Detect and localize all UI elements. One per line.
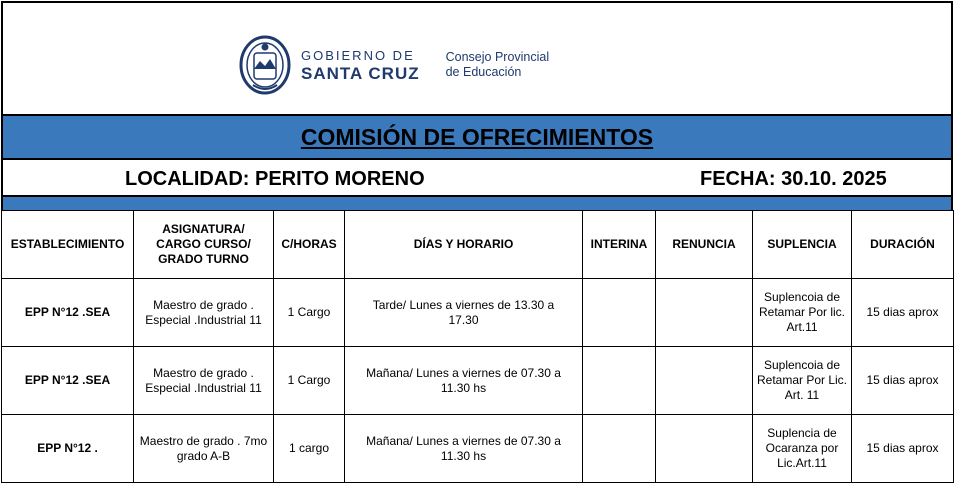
col-header-renuncia: RENUNCIA <box>656 211 753 279</box>
cell-horas: 1 Cargo <box>274 279 345 347</box>
suplencia-line2: Ocaranza por <box>765 441 839 455</box>
col-header-horas: C/HORAS <box>274 211 345 279</box>
cell-suplencia <box>753 279 852 347</box>
cell-asignatura <box>134 347 274 415</box>
suplencia-line3: Lic.Art.11 <box>777 456 827 470</box>
cell-interina <box>583 347 656 415</box>
suplencia-line3: Art. 11 <box>784 388 820 402</box>
government-logo <box>239 35 549 95</box>
col-header-dias: DÍAS Y HORARIO <box>345 211 583 279</box>
provincial-crest-icon <box>239 35 291 95</box>
separator-strip <box>1 197 953 210</box>
dias-line2: 17.30 <box>448 312 479 327</box>
council-line1: Consejo Provincial <box>445 50 550 64</box>
cell-asignatura <box>134 279 274 347</box>
suplencia-line2: Retamar Por lic. <box>758 305 846 319</box>
asignatura-line2: Especial .Industrial 11 <box>145 312 262 327</box>
suplencia-line1: Suplencia de <box>767 426 837 440</box>
gov-line2: SANTA CRUZ <box>301 63 420 83</box>
cell-establecimiento: EPP N°12 . <box>2 415 134 483</box>
cell-establecimiento: EPP N°12 .SEA <box>2 347 134 415</box>
cell-interina <box>583 279 656 347</box>
cell-interina <box>583 415 656 483</box>
asignatura-line2: Especial .Industrial 11 <box>145 380 262 395</box>
dias-line2: 11.30 hs <box>440 380 487 395</box>
suplencia-line1: Suplencoia de <box>763 290 841 304</box>
dias-line1: Tarde/ Lunes a viernes de 13.30 a <box>372 297 555 312</box>
col-header-establecimiento: ESTABLECIMIENTO <box>2 211 134 279</box>
asignatura-line2: grado A-B <box>176 448 231 463</box>
cell-suplencia <box>753 415 852 483</box>
col-header-duracion: DURACIÓN <box>852 211 954 279</box>
asignatura-header-line1: ASIGNATURA/ <box>162 222 245 236</box>
table-header-row <box>2 211 954 279</box>
suplencia-line3: Art.11 <box>786 320 818 334</box>
dias-line2: 11.30 hs <box>440 448 487 463</box>
table-row <box>2 347 954 415</box>
suplencia-line2: Retamar Por Lic. <box>756 373 848 387</box>
title-band <box>1 116 953 158</box>
col-header-interina: INTERINA <box>583 211 656 279</box>
table-row <box>2 415 954 483</box>
cell-duracion: 15 dias aprox <box>852 415 954 483</box>
col-header-suplencia: SUPLENCIA <box>753 211 852 279</box>
dias-line1: Mañana/ Lunes a viernes de 07.30 a <box>366 433 561 448</box>
suplencia-line1: Suplencoia de <box>763 358 841 372</box>
cell-duracion: 15 dias aprox <box>852 347 954 415</box>
dias-line1: Mañana/ Lunes a viernes de 07.30 a <box>366 365 561 380</box>
asignatura-line1: Maestro de grado . 7mo <box>139 433 268 448</box>
gov-line1: GOBIERNO DE <box>301 47 415 63</box>
asignatura-line1: Maestro de grado . <box>153 297 254 312</box>
cell-duracion: 15 dias aprox <box>852 279 954 347</box>
offers-table <box>1 210 954 483</box>
page-title: COMISIÓN DE OFRECIMIENTOS <box>300 123 654 150</box>
cell-asignatura <box>134 415 274 483</box>
letterhead <box>1 1 953 116</box>
cell-establecimiento: EPP N°12 .SEA <box>2 279 134 347</box>
date-label: FECHA: 30.10. 2025 <box>700 168 887 190</box>
table-row <box>2 279 954 347</box>
cell-dias <box>345 279 583 347</box>
asignatura-header-line3: GRADO TURNO <box>158 252 249 266</box>
cell-renuncia <box>656 415 753 483</box>
cell-renuncia <box>656 279 753 347</box>
col-header-asignatura <box>134 211 274 279</box>
cell-renuncia <box>656 347 753 415</box>
asignatura-header-line2: CARGO CURSO/ <box>156 237 251 251</box>
cell-horas: 1 cargo <box>274 415 345 483</box>
asignatura-line1: Maestro de grado . <box>153 365 254 380</box>
cell-dias <box>345 415 583 483</box>
location-date-bar <box>1 158 953 197</box>
cell-suplencia <box>753 347 852 415</box>
cell-dias <box>345 347 583 415</box>
location-label: LOCALIDAD: PERITO MORENO <box>125 168 425 190</box>
council-line2: de Educación <box>445 65 522 79</box>
cell-horas: 1 Cargo <box>274 347 345 415</box>
